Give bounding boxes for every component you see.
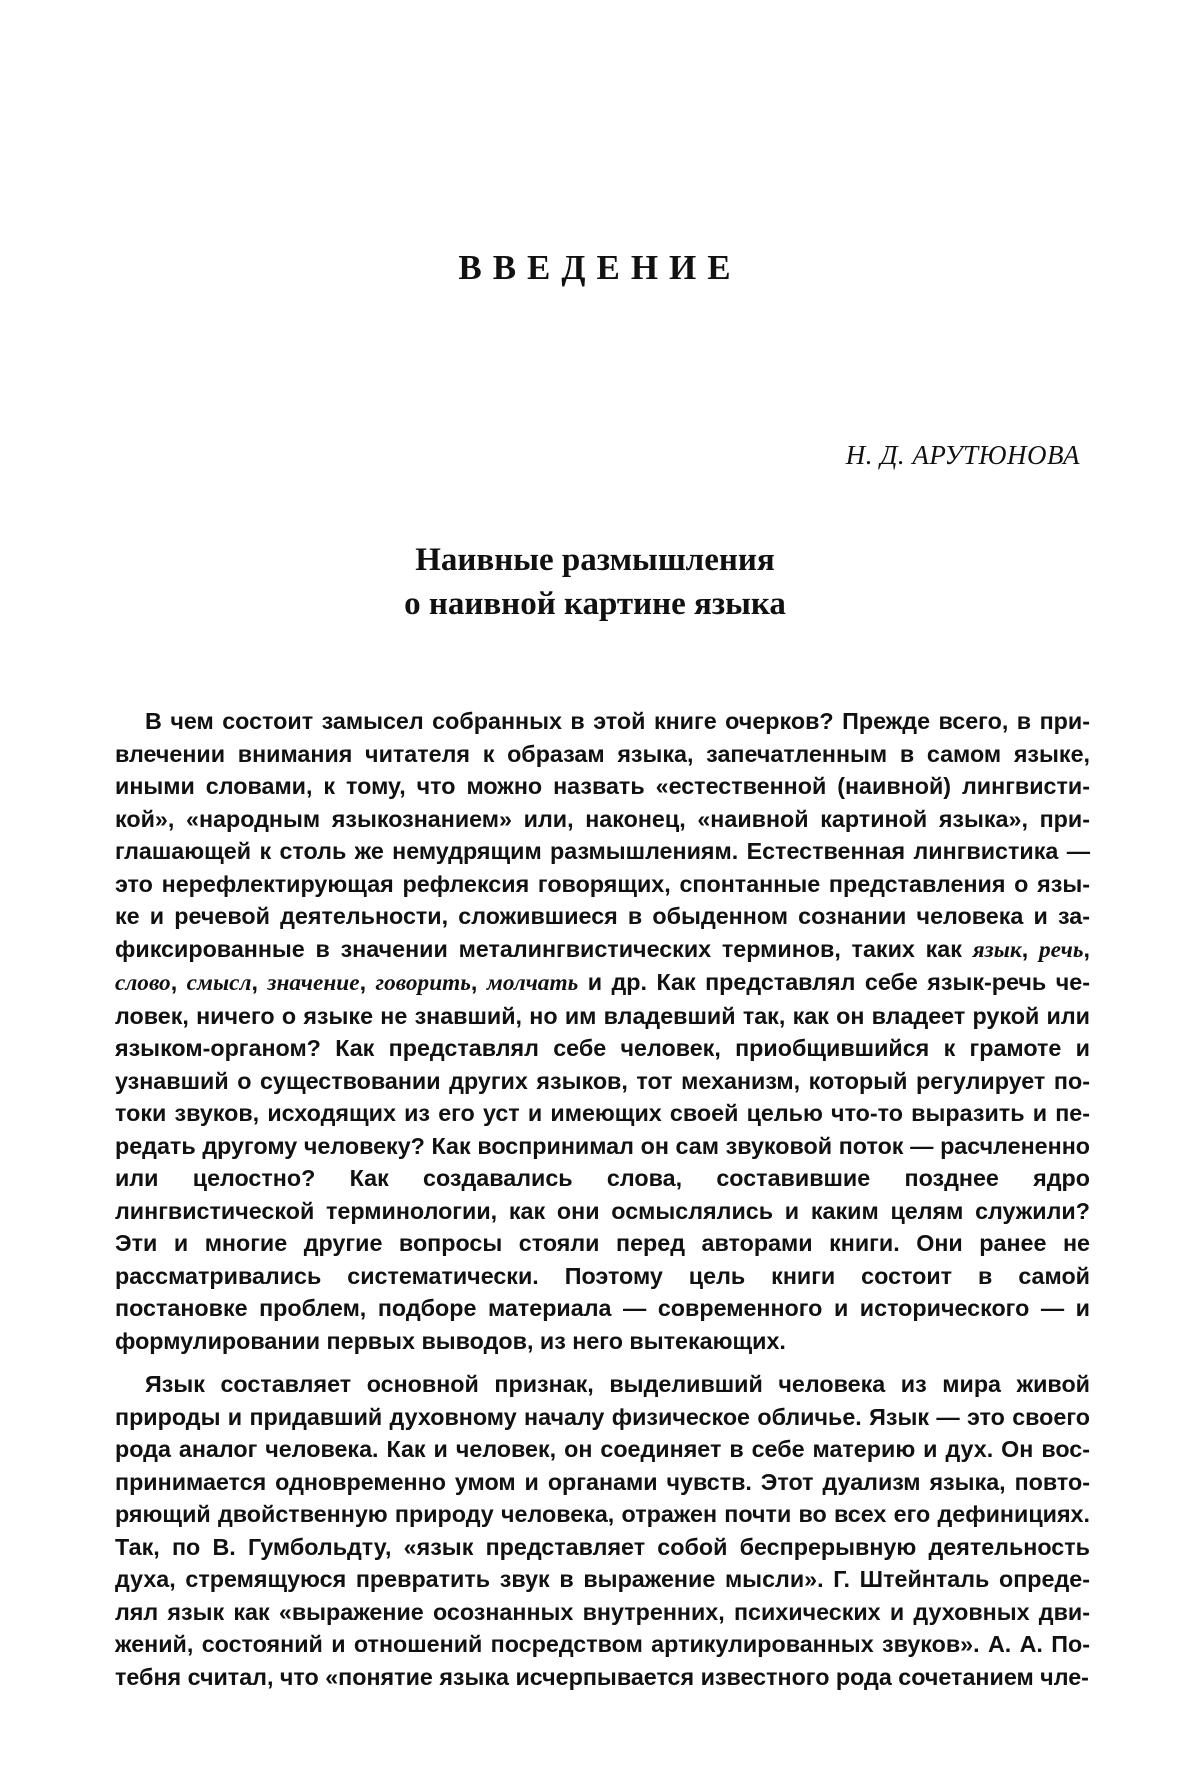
article-title-line-1: Наивные размышления	[415, 542, 775, 578]
author-name: Н. Д. АРУТЮНОВА	[845, 440, 1080, 470]
separator: ,	[170, 969, 187, 995]
paragraph-1-part-2: и др. Как представлял себе язык-речь человек, ничего о языке не знавший, но им владевший так, как он владеет рукой или языком-органом? Как представлял себе человек, приобщившийся к грамоте и узнавший о существовании других языков, тот механизм, который регулирует потоки звуков, исходящих из его уст и имеющих своей целью что-то выразить и передать другому человеку? Как воспринимал он сам звуковой поток — расчлененно или целостно? Как создавались слова, составившие позднее ядро лингвистической терминологии, как они осмыслялись и каким целям служили? Эти и многие другие вопросы стояли перед авторами книги. Они ранее не рассматривались систематически. Поэтому цель книги состоит в самой постановке проблем, подборе материала — современного и исторического — и формулировании первых выводов, из него вытекающих.	[115, 969, 1090, 1354]
term-znachenie: значение	[267, 970, 360, 996]
term-yazyk: язык	[972, 936, 1022, 963]
term-slovo: слово	[115, 970, 171, 996]
paragraph-2: Язык составляет основной признак, выделивший человека из мира живой природы и придавший духовному началу физическое обличье. Язык — это своего рода аналог человека. Как и человек, он соединяет в себе материю и дух. Он воспринимается одновременно умом и органами чувств. Этот дуализм языка, повторяющий двойственную природу человека, отражен почти во всех его дефинициях. Так, по В. Гумбольдту, «язык представляет собой беспрерывную деятельность духа, стремящуюся превратить звук в выражение мысли». Г. Штейнталь определял язык как «выражение осознанных внутренних, психических и духовных движений, состояний и отношений посредством артикулированных звуков». А. А. Потебня считал, что «понятие языка исчерпывается известного рода сочетанием чле-	[115, 1371, 1090, 1690]
paragraph-1-part-1: В чем состоит замысел собранных в этой книге очерков? Прежде всего, в привлечении внимания читателя к образам языка, запечатленным в самом языке, иными словами, к тому, что можно назвать «естественной (наивной) лингвистикой», «народным языкознанием» или, наконец, «наивной картиной языка», приглашающей к столь же немудрящим размышлениям. Естественная лингвистика — это нерефлектирующая рефлексия говорящих, спонтанные представления о языке и речевой деятельности, сложившиеся в обыденном сознании человека и зафиксированные в значении металингвистических терминов, таких как	[115, 708, 1090, 962]
separator: ,	[1021, 935, 1039, 962]
separator: ,	[1083, 935, 1090, 962]
separator: ,	[251, 969, 268, 995]
term-govorit: говорить	[375, 970, 471, 996]
section-title: ВВЕДЕНИЕ	[458, 248, 742, 287]
article-body	[115, 705, 1090, 1704]
term-rech: речь	[1038, 936, 1084, 963]
separator: ,	[359, 969, 376, 995]
term-molchat: молчать	[486, 970, 579, 996]
article-title	[0, 538, 1190, 626]
separator: ,	[470, 969, 487, 995]
term-smysl: смысл	[186, 970, 252, 996]
paragraph-1	[115, 705, 1090, 1357]
article-title-line-2: о наивной картине языка	[404, 586, 786, 622]
